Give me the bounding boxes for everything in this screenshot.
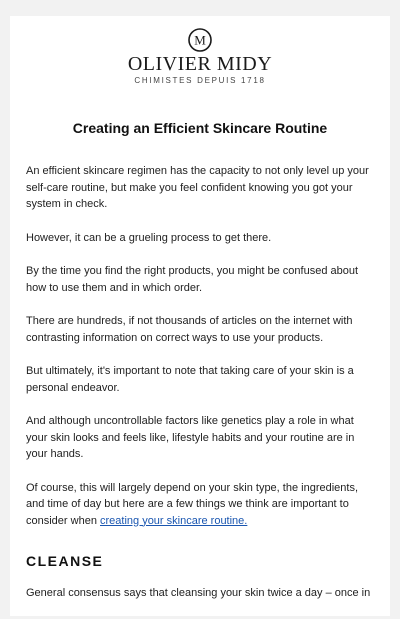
- article-body: [26, 163, 378, 619]
- paragraph: There are hundreds, if not thousands of articles on the internet with contrasting information on correct ways to use your products.: [26, 315, 353, 344]
- monogram-icon: [188, 28, 212, 52]
- brand-name: OLIVIER MIDY: [127, 53, 273, 75]
- monogram-letter: M: [194, 32, 206, 48]
- paragraph: And although uncontrollable factors like genetics play a role in what your skin looks and feels like, lifestyle habits and your routine are in your hands.: [26, 415, 355, 460]
- paragraph: However, it can be a grueling process to get there.: [26, 231, 272, 244]
- paragraph: By the time you find the right products, you might be confused about how to use them and in which order.: [26, 265, 359, 294]
- paragraph: But ultimately, it's important to note that taking care of your skin is a personal endeavor.: [26, 365, 354, 394]
- section-heading-cleanse: CLEANSE: [26, 553, 104, 569]
- paragraph: An efficient skincare regimen has the capacity to not only level up your self-care routine, but make you feel confident knowing you got your system in check.: [26, 165, 369, 210]
- paragraph: General consensus says that cleansing your skin twice a day – once in: [26, 587, 371, 599]
- paragraph-with-link: [26, 480, 378, 530]
- paragraph-text: Of course, this will largely depend on your skin type, the ingredients, and time of day but here are a few things we think are important to consider when: [26, 481, 359, 527]
- brand-tagline: CHIMISTES DEPUIS 1718: [134, 76, 266, 85]
- article-title: Creating an Efficient Skincare Routine: [72, 120, 328, 136]
- skincare-routine-link[interactable]: creating your skincare routine.: [100, 514, 248, 527]
- email-body: [10, 16, 390, 616]
